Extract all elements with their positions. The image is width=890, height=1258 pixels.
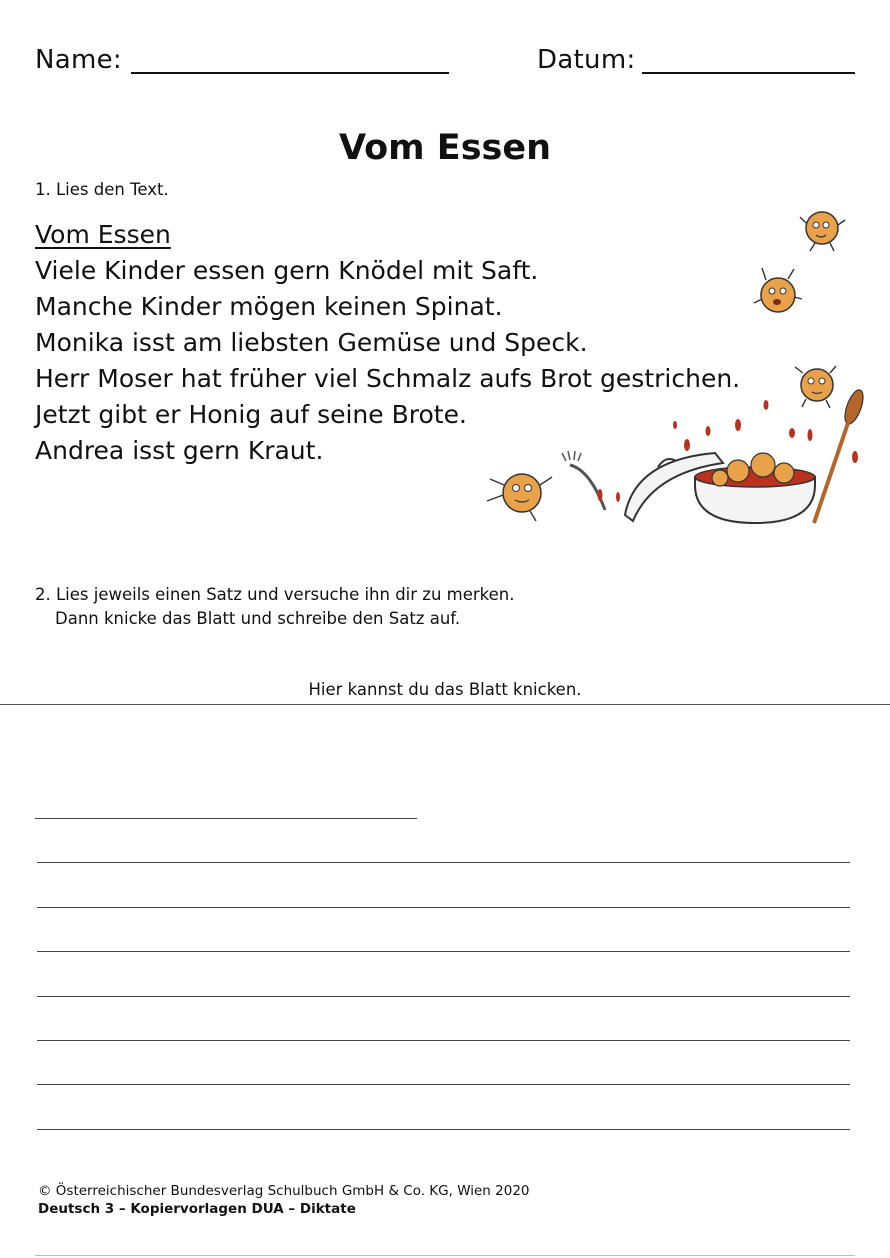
name-label: Name:: [35, 45, 122, 75]
fold-line: [0, 704, 890, 705]
page-title: Vom Essen: [338, 128, 552, 168]
spoon-icon: [814, 388, 867, 523]
writing-line[interactable]: [37, 907, 850, 908]
dumpling-icon: [795, 366, 836, 408]
story-title: Vom Essen: [35, 220, 171, 249]
writing-line[interactable]: [35, 818, 417, 819]
writing-line[interactable]: [37, 996, 850, 997]
fold-hint: Hier kannst du das Blatt knicken.: [308, 680, 582, 699]
story-line: Jetzt gibt er Honig auf seine Brote.: [35, 400, 467, 429]
dumpling-icon: [487, 474, 552, 521]
writing-line[interactable]: [37, 1129, 850, 1130]
dumpling-icon: [800, 212, 845, 251]
task-2-instruction: 2. Lies jeweils einen Satz und versuche ihn dir zu merken.: [35, 585, 515, 604]
footer-copyright: © Österreichischer Bundesverlag Schulbuch GmbH & Co. KG, Wien 2020: [38, 1183, 530, 1199]
story-line: Viele Kinder essen gern Knödel mit Saft.: [35, 256, 539, 285]
dumpling-icon: [754, 268, 802, 312]
writing-line[interactable]: [37, 862, 850, 863]
story-line: Monika isst am liebsten Gemüse und Speck.: [35, 328, 588, 357]
story-line: Manche Kinder mögen keinen Spinat.: [35, 292, 503, 321]
writing-line[interactable]: [37, 1040, 850, 1041]
name-field[interactable]: [131, 72, 449, 74]
story-line: Andrea isst gern Kraut.: [35, 436, 324, 465]
dumpling-pot-icon: [470, 195, 890, 535]
task-2-instruction-continued: Dann knicke das Blatt und schreibe den Satz auf.: [55, 609, 461, 628]
writing-line[interactable]: [37, 951, 850, 952]
date-label: Datum:: [537, 45, 636, 75]
story-line: Herr Moser hat früher viel Schmalz aufs Brot gestrichen.: [35, 364, 741, 393]
footer-series: Deutsch 3 – Kopiervorlagen DUA – Diktate: [38, 1201, 356, 1217]
date-field[interactable]: [642, 72, 855, 74]
fork-icon: [562, 451, 605, 510]
bottom-divider: [35, 1255, 855, 1256]
writing-line[interactable]: [37, 1084, 850, 1085]
task-1-instruction: 1. Lies den Text.: [35, 180, 169, 199]
